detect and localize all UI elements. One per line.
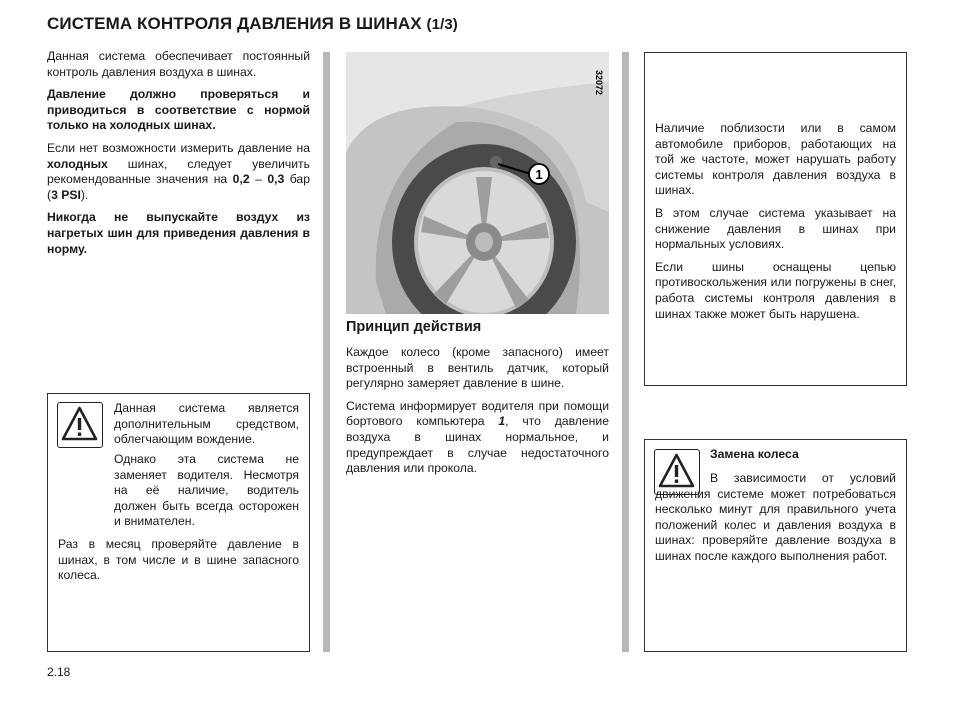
text-span: – [249,172,268,187]
text-span: Если нет возможности измерить давление на [47,140,310,155]
warning-triangle-icon [57,402,103,448]
title-part: (1/3) [426,16,458,33]
intro-column [47,49,310,264]
wheel-photo [346,52,609,314]
principle-column [346,345,609,484]
page-title [47,14,458,34]
principle-p2 [346,399,609,477]
bold-span: 0,3 [267,172,285,187]
warning1-p1: Данная система является дополнительным средством, облегчающим вождение. [114,401,299,447]
cold-tyres-rule: Давление должно проверяться и приводиться в соответствие с нормой только на холодных шинах. [47,87,310,133]
warning1-body [58,452,299,591]
column-separator [622,52,629,652]
text-span: ). [80,187,89,202]
bold-span: холодных [47,156,108,171]
warning2-title: Замена колеса [710,447,799,461]
warning1-intro [114,401,299,455]
callout-ref: 1 [498,414,506,429]
text-span: Система информирует водителя при помощи бортового компьютера [346,398,609,429]
warning2-body [655,471,896,572]
page-number: 2.18 [47,665,71,679]
warning-box-wheel-change [644,439,907,652]
warning1-p2: Однако эта система не заменяет водителя. Несмотря на её наличие, водитель должен быть всегда осторожен и внимателен. [114,452,299,529]
text-span: , что давление воздуха в шинах нормальное, и предупреждает в случае недостаточного давления или прокола. [346,414,609,476]
warning1-p3: Раз в месяц проверяйте давление в шинах, в том числе и в шине запасного колеса. [58,536,299,583]
title-text: СИСТЕМА КОНТРОЛЯ ДАВЛЕНИЯ В ШИНАХ [47,14,422,33]
never-deflate-warning: Никогда не выпускайте воздух из нагретых шин для приведения давления в норму. [47,210,310,256]
warning-box-driving-aid [47,393,310,652]
interference-p2: В этом случае система указывает на снижение давления в шинах при нормальных условиях. [655,205,896,252]
interference-p3: Если шины оснащены цепью противоскольжения или погружены в снег, работа системы контроля давления в шинах также может быть нарушена. [655,259,896,321]
interference-p1: Наличие поблизости или в самом автомобиле приборов, работающих на той же частоте, может нарушать работу системы контроля давления воздуха в шинах. [655,121,896,198]
photo-callout-label: 1 [535,167,543,182]
text-span: бар ( [47,172,310,202]
interference-note-body [655,121,896,329]
section-heading: Принцип действия [346,319,482,335]
photo-code: 32072 [594,70,604,96]
text-span: шинах, следует увеличить рекомендованные значения на [47,156,310,187]
hot-tyres-adjustment [47,141,310,203]
bold-span: 0,2 [232,172,250,187]
warning2-p1: В зависимости от условий движения системе может потребоваться несколько минут для правильного учета положений колес и давления воздуха в шинах: проверяйте давление воздуха в шинах после каждого выполнения работ. [655,471,896,563]
column-separator [323,52,330,652]
principle-p1: Каждое колесо (кроме запасного) имеет встроенный в вентиль датчик, который регулярно замеряет давление в шине. [346,345,609,391]
interference-note-box [644,52,907,386]
intro-paragraph: Данная система обеспечивает постоянный контроль давления воздуха в шинах. [47,49,310,79]
bold-span: 3 PSI [51,187,81,202]
